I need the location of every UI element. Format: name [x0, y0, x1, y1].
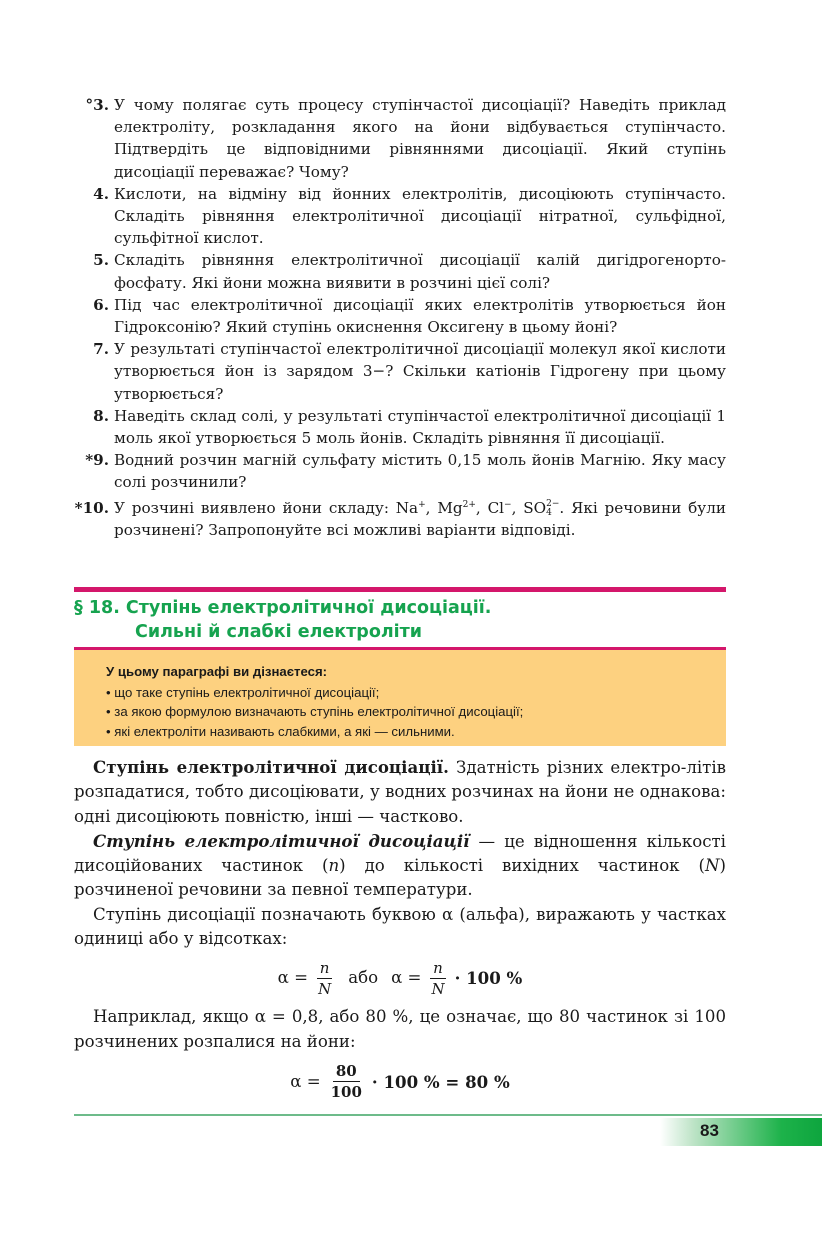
question-text: У чому полягає суть процесу ступінчастої дисоціації? Наведіть приклад електроліту, розкладання якого на йони відбувається ступінчасто. Підтвердіть це відповідними рівняннями дисоціації. Який ступінь дисоціації переважає? Чому? [114, 96, 726, 181]
learning-goal-item: • що таке ступінь електролітичної дисоціації; [106, 683, 726, 703]
question-text: Кислоти, на відміну від йонних електролітів, дисоціюють ступінчасто. Складіть рівняння електролітичної дисоціації нітратної, сульфідної, сульфітної кислот. [114, 184, 726, 248]
question-number: *10. [74, 498, 109, 517]
learning-goal-item: • за якою формулою визначають ступінь електролітичної дисоціації; [106, 702, 726, 722]
paragraph-2: Ступінь електролітичної дисоціації — це відношення кількості дисоційованих частинок (n) до кількості вихідних частинок (N) розчиненої речовини за певної температури. [74, 830, 726, 900]
formula-alpha-example: α = $\frac{80}{100}$ · 100 % = 80 % [290, 1062, 510, 1102]
question-item [74, 294, 726, 338]
paragraph-1: Ступінь електролітичної дисоціації. Здатність різних електро-літів розпадатися, тобто дисоціювати, у водних розчинах на йони не однакова: одні дисоціюють повністю, інші — частково. [74, 757, 727, 826]
question-item [74, 94, 726, 183]
question-number: 6. [93, 295, 109, 314]
learning-goals-title: У цьому параграфі ви дізнаєтеся: [106, 664, 328, 679]
ion-sulfate: SO 2− 4 [523, 498, 560, 518]
fraction: $\frac{80}{100}$ [330, 1062, 362, 1102]
questions-list [74, 94, 726, 541]
ion-chloride: Cl− [487, 498, 512, 517]
page-number-tab [660, 1118, 822, 1146]
question-text: Під час електролітичної дисоціації яких електролітів утворюється йон Гідроксонію? Який ступінь окиснення Оксигену в цьому йоні? [114, 295, 726, 337]
main-text [74, 755, 726, 1110]
question-item-10 [74, 497, 726, 541]
paragraph-3: Ступінь дисоціації позначають буквою α (альфа), виражають у частках одиниці або у відсотках: [74, 904, 726, 949]
learning-goal-item: • які електроліти називають слабкими, а які — сильними. [106, 722, 726, 742]
section-title-line-2: Сильні й слабкі електроліти [135, 622, 423, 642]
fraction: $\frac{n}{N}$ [318, 958, 332, 998]
question-text: Складіть рівняння електролітичної дисоціації калій дигідрогенорто-фосфату. Які йони можна виявити в розчині цієї солі? [114, 251, 726, 292]
question-item [74, 449, 726, 493]
paragraph-4: Наприклад, якщо α = 0,8, або 80 %, це означає, що 80 частинок зі 100 розчинених розпалися на йони: [74, 1007, 726, 1051]
question-item [74, 249, 726, 293]
question-text: У результаті ступінчастої електролітичної дисоціації молекул якої кислоти утворюється йон із зарядом 3−? Скільки катіонів Гідрогену при цьому утворюється? [114, 340, 726, 403]
ion-sodium: Na+ [395, 498, 426, 517]
question-number: 5. [93, 251, 109, 270]
question-number: *9. [85, 451, 109, 470]
page-number: 83 [700, 1121, 719, 1140]
section-title-line-1: § 18. Ступінь електролітичної дисоціації. [74, 598, 492, 618]
section-rule-top [74, 587, 726, 592]
question-text: Водний розчин магній сульфату містить 0,15 моль йонів Магнію. Яку масу солі розчинили? [114, 451, 726, 492]
section-title [74, 596, 726, 644]
formula-alpha-definition: α = $\frac{n}{N}$ або α = $\frac{n}{N}$ · 100 % [277, 958, 523, 998]
question-number: °3. [85, 96, 109, 114]
question-item [74, 338, 726, 405]
question-text: У розчині виявлено йони складу: Na+, $Mg^{2+}$, Cl−, SO 2− 4 . Які речовини були розчинені? Запропонуйте всі можливі варіанти відповіді. [114, 498, 727, 539]
question-number: 7. [93, 340, 109, 359]
question-number: 8. [93, 406, 109, 425]
ion-magnesium: $Mg^{2+}$ [437, 498, 476, 517]
question-text: Наведіть склад солі, у результаті ступінчастої електролітичної дисоціації 1 моль якої утворюється 5 моль йонів. Складіть рівняння її дисоціації. [114, 406, 726, 448]
learning-goals-box [74, 650, 726, 746]
footer-rule [74, 1114, 822, 1116]
question-item [74, 405, 726, 449]
fraction: $\frac{n}{N}$ [431, 958, 445, 998]
question-item [74, 183, 726, 250]
question-number: 4. [93, 184, 109, 203]
